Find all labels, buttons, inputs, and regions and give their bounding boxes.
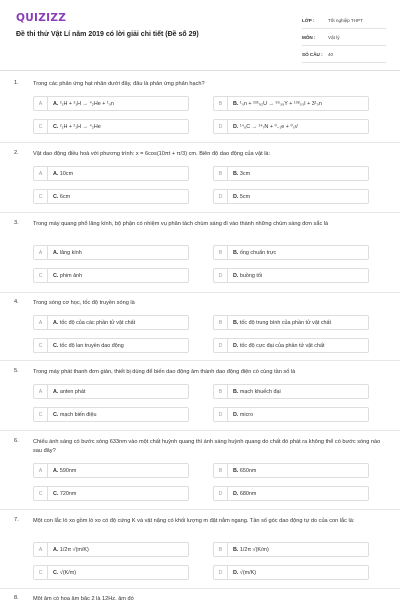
option-text: 720nm	[59, 490, 77, 497]
option-b[interactable]	[213, 542, 369, 557]
meta-value: 40	[328, 51, 334, 57]
option-letter: B	[214, 97, 228, 110]
option-c[interactable]	[33, 486, 189, 501]
option-key: B.	[233, 388, 239, 395]
question-text: Trong sóng cơ học, tốc độ truyền sóng là	[33, 300, 135, 306]
option-letter: C	[34, 566, 48, 579]
option-key: D.	[233, 490, 239, 497]
option-d[interactable]	[213, 189, 369, 204]
option-text: mạch biến điệu	[59, 411, 97, 418]
option-key: B.	[233, 319, 239, 326]
question-divider	[0, 509, 400, 510]
option-text: 1/2π √(K/m)	[239, 546, 269, 553]
option-c[interactable]	[33, 338, 189, 353]
option-key: D.	[233, 569, 239, 576]
option-a[interactable]	[33, 542, 189, 557]
option-a[interactable]	[33, 463, 189, 478]
option-key: C.	[53, 411, 59, 418]
header-divider	[0, 70, 400, 71]
option-key: B.	[233, 467, 239, 474]
question-divider	[0, 588, 400, 589]
option-d[interactable]	[213, 268, 369, 283]
option-a[interactable]	[33, 166, 189, 181]
option-b[interactable]	[213, 96, 369, 111]
option-b[interactable]	[213, 166, 369, 181]
meta-key: LỚP :	[302, 17, 315, 23]
question-divider	[0, 142, 400, 143]
option-key: C.	[53, 272, 59, 279]
option-letter: D	[214, 190, 228, 203]
option-letter: A	[34, 543, 48, 556]
meta-value: Tốt nghiệp THPT	[328, 17, 363, 23]
option-c[interactable]	[33, 119, 189, 134]
option-key: B.	[233, 100, 239, 107]
option-key: A.	[53, 100, 59, 107]
option-a[interactable]	[33, 384, 189, 399]
option-a[interactable]	[33, 315, 189, 330]
option-letter: D	[214, 339, 228, 352]
question-number: 6.	[14, 438, 19, 444]
option-letter: A	[34, 385, 48, 398]
question-text: Vật dao động điều hoà với phương trình: x = 6cos(10πt + π/3) cm. Biên độ dao động của vật là:	[33, 151, 271, 157]
question-text: Chiếu ánh sáng có bước sóng 633nm vào một chất huỳnh quang thì ánh sáng huỳnh quang do chất đó phát ra không thể có bước sóng nào sau đây?	[33, 439, 381, 454]
option-key: D.	[233, 272, 239, 279]
option-b[interactable]	[213, 463, 369, 478]
option-letter: B	[214, 543, 228, 556]
option-text: tốc độ trung bình của phần tử vật chất	[239, 319, 332, 326]
option-text: lăng kính	[59, 249, 82, 256]
option-text: ¹₀n + ²³⁵₉₂U → ⁹⁵₃₉Y + ¹³⁸₅₃I + 3¹₀n	[239, 100, 322, 107]
option-key: C.	[53, 123, 59, 130]
option-text: ống chuẩn trực	[239, 249, 277, 256]
meta-key: MÔN :	[302, 34, 316, 40]
option-a[interactable]	[33, 245, 189, 260]
option-letter: D	[214, 408, 228, 421]
option-key: A.	[53, 467, 59, 474]
question-text: Một con lắc lò xo gồm lò xo có độ cứng K và vật nặng có khối lượng m đặt nằm ngang. Tần số góc dao động tự do của con lắc là:	[33, 518, 355, 524]
option-text: ²₁H + ²₁H → ⁴₂He	[59, 123, 101, 130]
option-text: mạch khuếch đại	[239, 388, 281, 395]
option-text: 6cm	[59, 193, 71, 200]
option-key: D.	[233, 193, 239, 200]
option-text: √(K/m)	[59, 569, 77, 576]
meta-row-subject	[302, 29, 386, 46]
option-letter: C	[34, 487, 48, 500]
question-number: 1.	[14, 80, 19, 86]
option-key: A.	[53, 170, 59, 177]
option-letter: D	[214, 487, 228, 500]
question-text: Trong máy quang phổ lăng kính, bộ phận có nhiệm vụ phân tách chùm sáng đi vào thành những chùm sáng đơn sắc là	[33, 221, 329, 227]
option-text: 680nm	[239, 490, 257, 497]
option-text: 3cm	[239, 170, 251, 177]
option-d[interactable]	[213, 486, 369, 501]
option-key: C.	[53, 342, 59, 349]
question-number: 4.	[14, 299, 19, 305]
option-letter: D	[214, 269, 228, 282]
page-title: Đề thi thử Vật Lí năm 2019 có lời giải chi tiết (Đề số 29)	[16, 31, 199, 38]
option-text: tốc độ của các phần tử vật chất	[59, 319, 136, 326]
question-number: 7.	[14, 517, 19, 523]
option-letter: C	[34, 190, 48, 203]
question-divider	[0, 212, 400, 213]
option-letter: C	[34, 408, 48, 421]
option-key: D.	[233, 411, 239, 418]
option-letter: A	[34, 316, 48, 329]
question-text: Trong máy phát thanh đơn giản, thiết bị dùng để biến dao động âm thành dao động điện có cùng tần số là	[33, 369, 296, 375]
option-text: 650nm	[239, 467, 257, 474]
option-key: A.	[53, 546, 59, 553]
option-text: tốc độ lan truyền dao động	[59, 342, 124, 349]
option-text: tốc độ cực đại của phần tử vật chất	[239, 342, 325, 349]
option-key: B.	[233, 546, 239, 553]
option-letter: B	[214, 464, 228, 477]
option-d[interactable]	[213, 407, 369, 422]
option-letter: B	[214, 385, 228, 398]
option-key: A.	[53, 388, 59, 395]
question-divider	[0, 292, 400, 293]
option-key: B.	[233, 170, 239, 177]
meta-row-count	[302, 46, 386, 63]
option-letter: C	[34, 269, 48, 282]
option-d[interactable]	[213, 565, 369, 580]
option-d[interactable]	[213, 119, 369, 134]
option-c[interactable]	[33, 189, 189, 204]
meta-value: Vật lý	[328, 34, 340, 40]
option-b[interactable]	[213, 245, 369, 260]
option-key: D.	[233, 342, 239, 349]
option-b[interactable]	[213, 384, 369, 399]
option-text: anten phát	[59, 388, 86, 395]
question-number: 2.	[14, 150, 19, 156]
option-text: 590nm	[59, 467, 77, 474]
question-divider	[0, 360, 400, 361]
option-text: ²₁H + ³₁H → ⁴₂He + ¹₀n	[59, 100, 114, 107]
option-letter: D	[214, 566, 228, 579]
option-key: C.	[53, 193, 59, 200]
question-number: 8.	[14, 595, 19, 600]
option-c[interactable]	[33, 565, 189, 580]
option-key: B.	[233, 249, 239, 256]
option-c[interactable]	[33, 268, 189, 283]
option-letter: C	[34, 120, 48, 133]
option-letter: D	[214, 120, 228, 133]
option-text: 10cm	[59, 170, 74, 177]
meta-table	[302, 12, 386, 63]
question-number: 3.	[14, 220, 19, 226]
option-d[interactable]	[213, 338, 369, 353]
option-letter: B	[214, 246, 228, 259]
option-text: buồng tối	[239, 272, 263, 279]
option-letter: B	[214, 316, 228, 329]
option-letter: C	[34, 339, 48, 352]
option-b[interactable]	[213, 315, 369, 330]
option-letter: B	[214, 167, 228, 180]
quizizz-logo: QUIZIZZ	[16, 12, 67, 24]
meta-key: SỐ CÂU :	[302, 51, 323, 57]
option-c[interactable]	[33, 407, 189, 422]
option-key: C.	[53, 569, 59, 576]
option-key: A.	[53, 249, 59, 256]
question-number: 5.	[14, 368, 19, 374]
question-text: Trong các phản ứng hạt nhân dưới đây, đâu là phản ứng phản hạch?	[33, 81, 205, 87]
question-divider	[0, 430, 400, 431]
question-text: Một âm có họa âm bậc 2 là 12Hz, âm đó	[33, 596, 134, 600]
option-text: 5cm	[239, 193, 251, 200]
option-text: ¹⁴₆C → ¹⁴₇N + ⁰₋₁e + ⁰₀ν̄	[239, 123, 298, 130]
option-key: C.	[53, 490, 59, 497]
meta-row-class	[302, 12, 386, 29]
worksheet-header	[16, 12, 386, 60]
option-key: D.	[233, 123, 239, 130]
option-text: phim ảnh	[59, 272, 83, 279]
option-key: A.	[53, 319, 59, 326]
option-letter: A	[34, 464, 48, 477]
option-text: 1/2π √(m/K)	[59, 546, 89, 553]
option-a[interactable]	[33, 96, 189, 111]
option-text: √(m/K)	[239, 569, 257, 576]
option-text: micro	[239, 411, 254, 418]
option-letter: A	[34, 246, 48, 259]
option-letter: A	[34, 97, 48, 110]
option-letter: A	[34, 167, 48, 180]
